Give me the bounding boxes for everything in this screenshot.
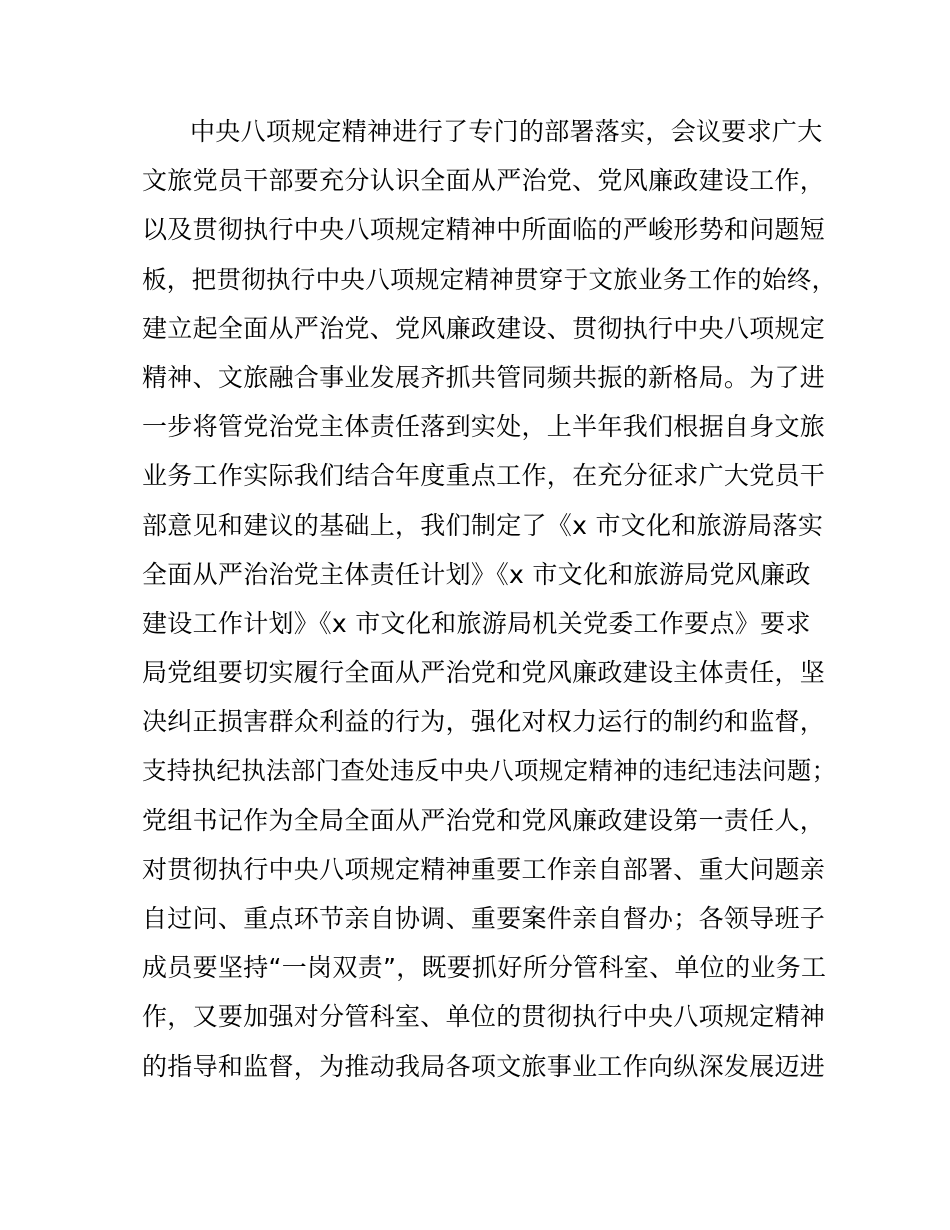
text-line-5: 建立起全面从严治党、党风廉政建设、贯彻执行中央八项规定 bbox=[142, 313, 826, 343]
text-line-19: 作，又要加强对分管科室、单位的贯彻执行中央八项规定精神 bbox=[142, 1002, 826, 1032]
text-line-3: 以及贯彻执行中央八项规定精神中所面临的严峻形势和问题短 bbox=[142, 215, 826, 245]
text-line-15: 党组书记作为全局全面从严治党和党风廉政建设第一责任人， bbox=[142, 805, 826, 835]
text-line-14: 支持执纪执法部门查处违反中央八项规定精神的违纪违法问题； bbox=[142, 756, 837, 786]
text-line-6: 精神、文旅融合事业发展齐抓共管同频共振的新格局。为了进 bbox=[142, 362, 826, 392]
text-line-18: 成员要坚持“一岗双责”，既要抓好所分管科室、单位的业务工 bbox=[142, 953, 827, 983]
text-line-8: 业务工作实际我们结合年度重点工作，在充分征求广大党员干 bbox=[142, 461, 826, 491]
text-line-9: 部意见和建议的基础上，我们制定了《x 市文化和旅游局落实 bbox=[142, 510, 824, 540]
text-line-16: 对贯彻执行中央八项规定精神重要工作亲自部署、重大问题亲 bbox=[142, 854, 826, 884]
text-line-20: 的指导和监督，为推动我局各项文旅事业工作向纵深发展迈进 bbox=[142, 1051, 826, 1081]
body-paragraph bbox=[142, 107, 842, 1091]
text-line-17: 自过问、重点环节亲自协调、重要案件亲自督办；各领导班子 bbox=[142, 904, 826, 933]
text-line-11: 建设工作计划》《x 市文化和旅游局机关党委工作要点》要求 bbox=[142, 608, 811, 638]
text-line-2: 文旅党员干部要充分认识全面从严治党、党风廉政建设工作， bbox=[142, 166, 826, 196]
text-line-1: 中央八项规定精神进行了专门的部署落实，会议要求广大 bbox=[190, 117, 823, 146]
text-line-13: 决纠正损害群众利益的行为，强化对权力运行的制约和监督， bbox=[142, 707, 826, 737]
text-line-7: 一步将管党治党主体责任落到实处，上半年我们根据自身文旅 bbox=[142, 412, 826, 442]
text-line-10: 全面从严治治党主体责任计划》《x 市文化和旅游局党风廉政 bbox=[142, 559, 811, 589]
text-line-4: 板，把贯彻执行中央八项规定精神贯穿于文旅业务工作的始终， bbox=[142, 264, 837, 294]
text-line-12: 局党组要切实履行全面从严治党和党风廉政建设主体责任，坚 bbox=[142, 658, 826, 688]
